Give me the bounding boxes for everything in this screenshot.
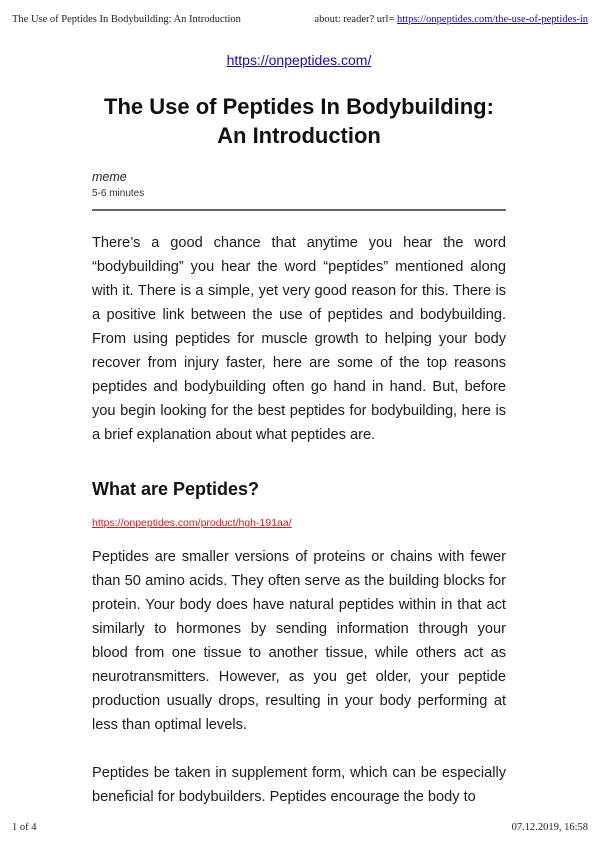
product-link[interactable]: https://onpeptides.com/product/hgh-191aa/	[92, 517, 292, 529]
paragraph: Peptides are smaller versions of proteins or chains with fewer than 50 amino acids. They often serve as the building blocks for protein. Your body does have natural peptides within in that act similarly to hormones by sending information through your blood from one tissue to another tissue, while others act as neurotransmitters. However, as you get older, your peptide production usually drops, resulting in your body performing at less than optimal levels.	[92, 549, 506, 733]
source-link[interactable]: https://onpeptides.com/	[226, 52, 372, 68]
print-page-url	[314, 14, 588, 25]
print-footer	[12, 822, 588, 836]
section-heading: What are Peptides?	[92, 479, 260, 499]
url-prefix: about: reader? url=	[314, 14, 397, 25]
print-page-title: The Use of Peptides In Bodybuilding: An Introduction	[12, 14, 241, 25]
page-url-link[interactable]: https://onpeptides.com/the-use-of-peptides-in	[397, 14, 588, 25]
print-header	[12, 14, 588, 30]
intro-paragraph: There’s a good chance that anytime you hear the word “bodybuilding” you hear the word “peptides” mentioned along with it. There is a simple, yet very good reason for this. There is a positive link between the use of peptides and bodybuilding. From using peptides for muscle growth to helping your body recover from injury faster, here are some of the top reasons peptides and bodybuilding often go hand in hand. But, before you begin looking for the best peptides for bodybuilding, here is a brief explanation about what peptides are.	[92, 235, 506, 443]
paragraph: Peptides be taken in supplement form, which can be especially beneficial for bodybuilders. Peptides encourage the body to	[92, 765, 506, 805]
article-title: The Use of Peptides In Bodybuilding: An Introduction	[104, 94, 494, 148]
read-time: 5-6 minutes	[92, 188, 145, 199]
author: meme	[92, 170, 127, 184]
article	[92, 52, 506, 809]
page-number: 1 of 4	[12, 822, 37, 833]
print-timestamp: 07.12.2019, 16:58	[511, 822, 588, 833]
divider	[92, 209, 506, 211]
